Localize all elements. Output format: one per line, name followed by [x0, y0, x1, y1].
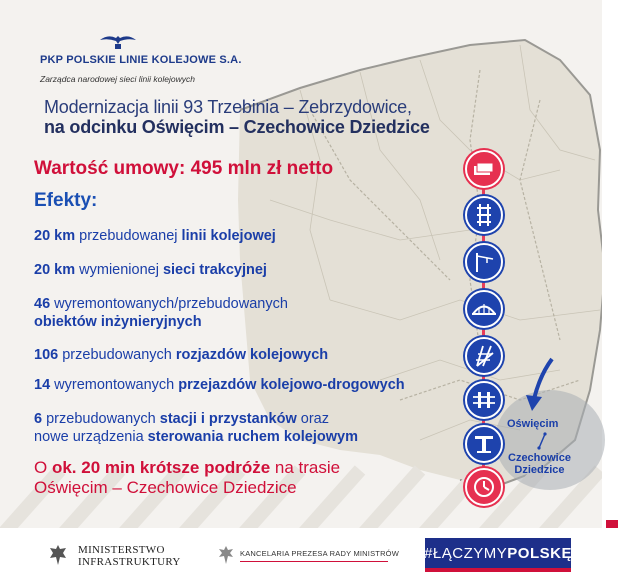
- closing-text: O: [34, 458, 52, 477]
- effect-text: oraz: [296, 411, 330, 427]
- hashtag-red-bar: [425, 568, 571, 572]
- ministry-line2: INFRASTRUKTURY: [78, 556, 181, 568]
- effect-bold: linii kolejowej: [181, 228, 276, 244]
- effect-item: [34, 295, 288, 331]
- station-icon: [465, 425, 503, 463]
- effect-text: wyremontowanych/przebudowanych: [50, 296, 288, 312]
- city-czechowice-line1: Czechowice: [508, 452, 571, 464]
- hashtag-bold: POLSKĘ: [507, 544, 572, 562]
- money-icon: [465, 150, 503, 188]
- switch-icon: [465, 337, 503, 375]
- effect-number: 20 km: [34, 228, 76, 244]
- ministry-logo-text: [78, 544, 181, 568]
- effect-text: przebudowanej: [75, 228, 182, 244]
- title-line2: na odcinku Oświęcim – Czechowice Dziedzice: [44, 117, 430, 137]
- effect-text: wyremontowanych: [50, 377, 179, 393]
- crossing-icon: [465, 381, 503, 419]
- effect-text: nowe urządzenia: [34, 429, 148, 445]
- effect-item: [34, 346, 328, 364]
- track-icon: [465, 196, 503, 234]
- effect-number: 46: [34, 296, 51, 312]
- catenary-icon: [465, 243, 503, 281]
- closing-bold: ok. 20 min krótsze podróże: [51, 458, 271, 477]
- pkp-wings-icon: [98, 32, 138, 50]
- hashtag-prefix: #ŁĄCZYMY: [424, 544, 508, 562]
- logo-name: PKP POLSKIE LINIE KOLEJOWE S.A.: [40, 54, 242, 66]
- effect-item: [34, 227, 276, 245]
- route-segment-icon: [535, 432, 549, 450]
- bridge-icon: [465, 290, 503, 328]
- effect-number: 20 km: [34, 262, 76, 278]
- hashtag-badge: [425, 538, 571, 568]
- title-line1: Modernizacja linii 93 Trzebinia – Zebrzydowice,: [44, 97, 412, 117]
- effect-bold: stacji i przystanków: [159, 411, 297, 427]
- effect-text: przebudowanych: [42, 411, 160, 427]
- kprm-emblem-icon: [218, 545, 234, 565]
- effect-number: 6: [34, 411, 43, 427]
- city-czechowice-line2: Dziedzice: [514, 464, 565, 476]
- closing-text: na trasie: [270, 458, 341, 477]
- effect-number: 14: [34, 377, 51, 393]
- kprm-divider: [240, 561, 388, 562]
- effect-text: przebudowanych: [58, 347, 176, 363]
- effect-item: [34, 261, 267, 279]
- eagle-emblem-icon: [48, 543, 68, 567]
- route-arrow: [520, 355, 560, 415]
- closing-route: Oświęcim – Czechowice Dziedzice: [34, 478, 297, 497]
- city-oswiecim: Oświęcim: [507, 418, 559, 430]
- effect-bold: sterowania ruchem kolejowym: [147, 429, 358, 445]
- contract-value: Wartość umowy: 495 mln zł netto: [34, 158, 334, 179]
- city-czechowice-dziedzice: [508, 452, 571, 476]
- effect-item: [34, 410, 358, 446]
- effect-bold: rozjazdów kolejowych: [175, 347, 329, 363]
- effect-text: wymienionej: [75, 262, 163, 278]
- effect-bold: sieci trakcyjnej: [162, 262, 267, 278]
- effect-item: [34, 376, 405, 394]
- effects-heading: Efekty:: [34, 190, 98, 211]
- clock-icon: [465, 468, 503, 506]
- travel-time-note: [34, 458, 340, 498]
- effect-bold: przejazdów kolejowo-drogowych: [178, 377, 405, 393]
- ministry-line1: MINISTERSTWO: [78, 544, 165, 556]
- logo-subtitle: Zarządca narodowej sieci linii kolejowych: [40, 74, 195, 84]
- effect-bold: obiektów inżynieryjnych: [34, 314, 202, 330]
- effect-number: 106: [34, 347, 59, 363]
- kprm-logo-text: KANCELARIA PREZESA RADY MINISTRÓW: [240, 549, 399, 558]
